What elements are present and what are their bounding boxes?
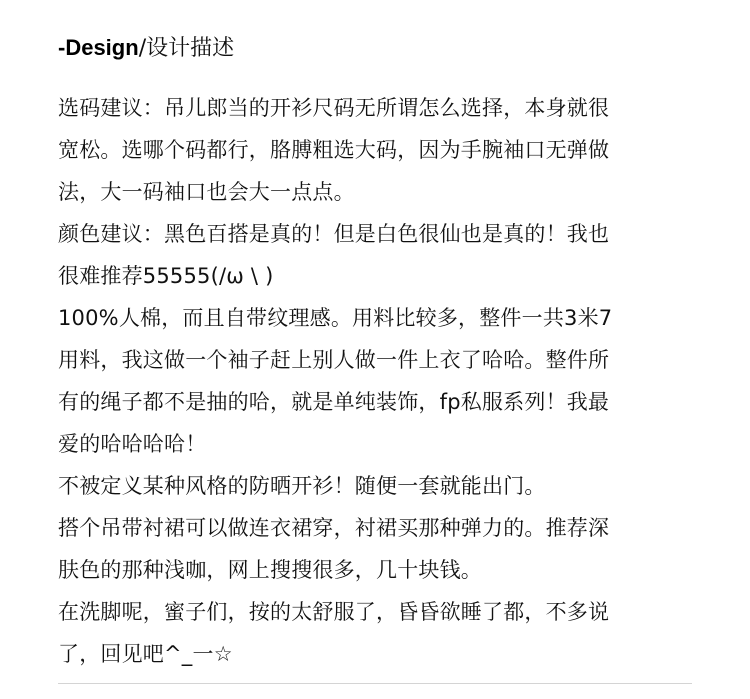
text-line: 很难推荐55555(/ω \ ) <box>58 264 274 288</box>
section-title-rest: /设计描述 <box>138 36 235 61</box>
section-title <box>58 30 234 66</box>
section-title-bold: -Design <box>58 35 139 60</box>
text-line: 颜色建议：黑色百搭是真的！但是白色很仙也是真的！我也 <box>58 222 610 246</box>
text-line: 了，回见吧^_一☆ <box>58 642 233 666</box>
paragraph-signoff <box>58 591 698 675</box>
text-line: 爱的哈哈哈哈！ <box>58 432 207 456</box>
text-line: 用料，我这做一个袖子赶上别人做一件上衣了哈哈。整件所 <box>58 348 610 372</box>
paragraph-styling-tip <box>58 507 698 591</box>
paragraph-style <box>58 465 698 507</box>
description-body <box>58 87 698 675</box>
text-line: 选码建议：吊儿郎当的开衫尺码无所谓怎么选择，本身就很 <box>58 96 610 120</box>
text-line: 法，大一码袖口也会大一点点。 <box>58 180 355 204</box>
text-line: 有的绳子都不是抽的哈，就是单纯装饰，fp私服系列！我最 <box>58 390 610 414</box>
paragraph-material <box>58 297 698 465</box>
paragraph-size-advice <box>58 87 698 213</box>
paragraph-color-advice <box>58 213 698 297</box>
text-line: 肤色的那种浅咖，网上搜搜很多，几十块钱。 <box>58 558 482 582</box>
divider <box>58 683 692 684</box>
text-line: 宽松。选哪个码都行，胳膊粗选大码，因为手腕袖口无弹做 <box>58 138 610 162</box>
text-line: 100%人棉，而且自带纹理感。用料比较多，整件一共3米7 <box>58 306 613 330</box>
text-line: 在洗脚呢，蜜子们，按的太舒服了，昏昏欲睡了都，不多说 <box>58 600 610 624</box>
text-line: 不被定义某种风格的防晒开衫！随便一套就能出门。 <box>58 474 546 498</box>
text-line: 搭个吊带衬裙可以做连衣裙穿，衬裙买那种弹力的。推荐深 <box>58 516 610 540</box>
